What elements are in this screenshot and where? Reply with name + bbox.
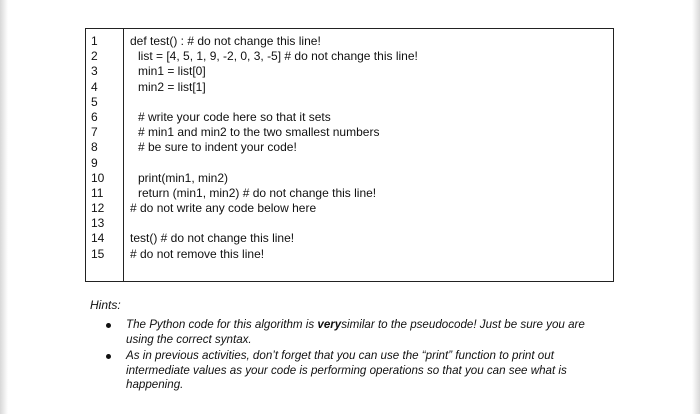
page-edge-shadow-right [692,0,700,414]
line-number: 10 [91,170,105,185]
line-number: 4 [91,79,98,94]
line-number: 2 [91,49,98,64]
hint-text: The Python code for this algorithm is [126,318,318,331]
code-line: list = [4, 5, 1, 9, -2, 0, 3, -5] # do not change this line! [138,49,418,64]
code-line [124,95,613,110]
hint-emphasis: very [317,318,342,331]
line-number: 15 [91,246,105,261]
hint-text: As in previous activities, don’t forget that you can use the “print” function to print out intermediate values as your code is performing operations so that you can see what is happening. [126,349,567,391]
line-number: 12 [91,201,105,216]
line-number: 9 [91,155,98,170]
code-line [124,216,613,231]
code-line: min2 = list[1] [138,79,206,94]
code-line: # do not remove this line! [130,246,265,261]
line-number: 6 [91,109,98,124]
hint-item [100,318,600,347]
line-number: 5 [91,94,98,109]
line-number: 8 [91,140,98,155]
line-number: 7 [91,125,98,140]
code-line: # write your code here so that it sets [138,109,331,124]
line-number: 11 [91,185,104,200]
line-number: 1 [91,34,98,48]
hint-item [100,349,600,393]
line-number-column [86,29,124,281]
code-line: # do not write any code below here [130,201,317,216]
hints-list [100,318,600,395]
code-table [85,28,614,282]
hint-text: similar to the pseudocode! Just be sure you are using the correct syntax. [126,318,585,346]
code-line: # min1 and min2 to the two smallest numbers [138,125,380,140]
bullet-icon [106,354,111,359]
code-line: print(min1, min2) [138,170,229,185]
code-line: def test() : # do not change this line! [130,34,321,48]
bullet-icon [106,323,111,328]
line-number: 14 [91,231,105,246]
page-edge-shadow-left [0,0,8,414]
line-number: 13 [91,216,105,231]
line-number: 3 [91,64,98,79]
code-line: # be sure to indent your code! [138,140,297,155]
code-line: min1 = list[0] [138,64,206,79]
code-line [124,156,613,171]
hints-heading: Hints: [90,298,121,312]
code-line: return (min1, min2) # do not change this line! [138,185,377,200]
code-body [124,29,613,281]
code-line: test() # do not change this line! [130,231,295,246]
